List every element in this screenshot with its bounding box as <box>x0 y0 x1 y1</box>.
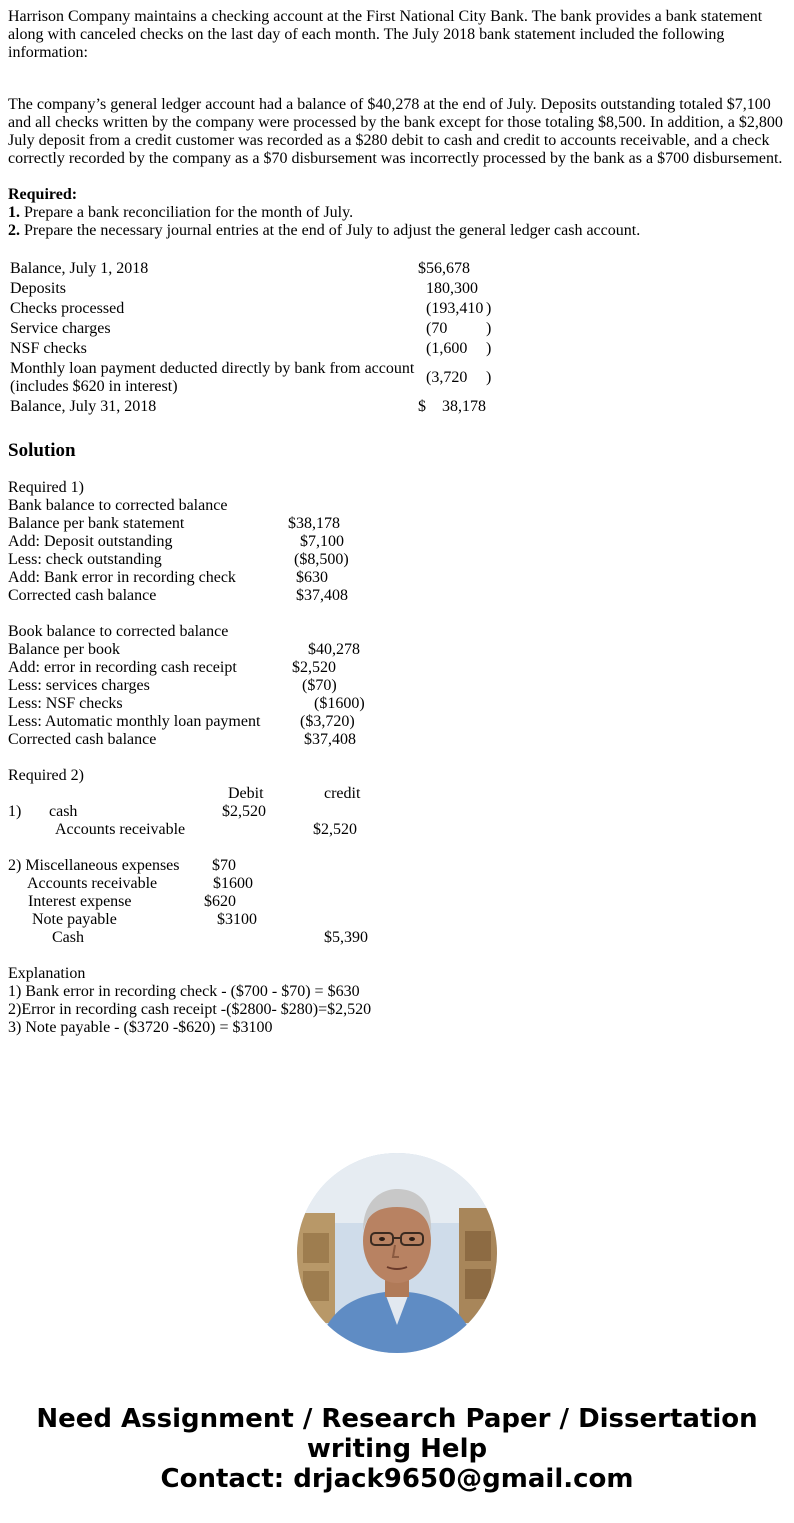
problem-intro: Harrison Company maintains a checking account at the First National City Bank. The bank provides a bank statement along with canceled checks on the last day of each month. The July 2018 bank statement included the following information: <box>8 8 763 61</box>
statement-row-paren: ) <box>486 300 492 317</box>
promo-contact-line: Contact: drjack9650@gmail.com <box>160 1464 634 1494</box>
bank-row-label: Add: Deposit outstanding <box>8 533 173 550</box>
statement-row-label: Balance, July 1, 2018 <box>10 260 149 277</box>
book-reconciliation-heading: Book balance to corrected balance <box>8 623 229 640</box>
journal-debit-header: Debit <box>228 785 264 802</box>
bank-row-label: Balance per bank statement <box>8 515 185 532</box>
statement-row-paren: ) <box>486 340 492 357</box>
journal-credit-header: credit <box>324 785 361 802</box>
book-row-label: Less: NSF checks <box>8 695 123 712</box>
statement-row-paren: ) <box>486 320 492 337</box>
explanation-item: 2)Error in recording cash receipt -($2800- $280)=$2,520 <box>8 1001 372 1018</box>
solution-heading: Solution <box>8 440 76 461</box>
requirement-2 <box>8 222 640 240</box>
statement-row-label: Monthly loan payment deducted directly by bank from account <box>10 360 415 377</box>
statement-row-paren: ) <box>486 369 492 386</box>
statement-row-dollar: $ <box>418 398 426 415</box>
book-row-value: $40,278 <box>308 641 360 658</box>
statement-row-value: (3,720 <box>426 369 468 386</box>
statement-row-label: Checks processed <box>10 300 125 317</box>
book-row-label: Add: error in recording cash receipt <box>8 659 237 676</box>
bank-row-value: ($8,500) <box>294 551 349 568</box>
bank-row-value: $37,408 <box>296 587 348 604</box>
promo-line-1: Need Assignment / Research Paper / Dissertation <box>36 1404 758 1434</box>
requirement-2-number: 2. <box>8 222 20 239</box>
book-row-value: ($70) <box>302 677 337 694</box>
journal-entry-1-debit-account: cash <box>49 803 78 820</box>
journal-entry-1-debit-value: $2,520 <box>222 803 266 820</box>
requirement-1 <box>8 204 353 222</box>
requirement-1-text: Prepare a bank reconciliation for the month of July. <box>20 204 354 221</box>
journal-entry-2-value: $3100 <box>217 911 257 928</box>
journal-entry-2-account: Interest expense <box>28 893 132 910</box>
required-2-label: Required 2) <box>8 767 84 784</box>
promo-line-2: writing Help <box>306 1434 488 1464</box>
requirement-2-text: Prepare the necessary journal entries at the end of July to adjust the general ledger cash account. <box>20 222 641 239</box>
journal-entry-2-value: $70 <box>212 857 236 874</box>
statement-row-value: 56,678 <box>426 260 470 277</box>
book-row-label: Corrected cash balance <box>8 731 157 748</box>
journal-entry-2-value: $5,390 <box>324 929 368 946</box>
bank-row-label: Corrected cash balance <box>8 587 157 604</box>
statement-row-value: (70 <box>426 320 448 337</box>
statement-row-value: 180,300 <box>426 280 478 297</box>
book-row-label: Less: services charges <box>8 677 150 694</box>
bank-row-value: $7,100 <box>300 533 344 550</box>
bank-row-label: Add: Bank error in recording check <box>8 569 236 586</box>
journal-entry-2-account: Cash <box>52 929 84 946</box>
statement-row-value: (193,410 <box>426 300 484 317</box>
book-row-value: $2,520 <box>292 659 336 676</box>
book-row-value: $37,408 <box>304 731 356 748</box>
required-1-label: Required 1) <box>8 479 84 496</box>
journal-entry-2-account: 2) Miscellaneous expenses <box>8 857 180 874</box>
explanation-item: 1) Bank error in recording check - ($700 - $70) = $630 <box>8 983 360 1000</box>
book-row-label: Less: Automatic monthly loan payment <box>8 713 261 730</box>
journal-entry-2-account: Accounts receivable <box>27 875 158 892</box>
statement-row-dollar: $ <box>418 260 426 277</box>
statement-row-value: (1,600 <box>426 340 468 357</box>
requirement-1-number: 1. <box>8 204 20 221</box>
author-portrait-illustration <box>297 1153 497 1353</box>
book-row-value: ($1600) <box>314 695 365 712</box>
statement-row-label: NSF checks <box>10 340 87 357</box>
statement-row-value: 38,178 <box>434 398 486 415</box>
statement-row-label-continued: (includes $620 in interest) <box>10 378 178 395</box>
explanation-item: 3) Note payable - ($3720 -$620) = $3100 <box>8 1019 273 1036</box>
statement-row-label: Balance, July 31, 2018 <box>10 398 157 415</box>
bank-row-value: $38,178 <box>288 515 340 532</box>
statement-row-label: Deposits <box>10 280 66 297</box>
explanation-heading: Explanation <box>8 965 86 982</box>
journal-entry-1-number: 1) <box>8 803 22 820</box>
book-row-label: Balance per book <box>8 641 120 658</box>
problem-details: The company’s general ledger account had a balance of $40,278 at the end of July. Deposits outstanding totaled $7,100 and all checks written by the company were processed by the bank except for those totaling $8,500. In addition, a $2,800 July deposit from a credit customer was recorded as a $280 debit to cash and credit to accounts receivable, and a check correctly recorded by the company as a $70 disbursement was incorrectly processed by the bank as a $700 disbursement. <box>8 96 783 167</box>
journal-entry-1-credit-account: Accounts receivable <box>55 821 186 838</box>
required-heading: Required: <box>8 186 78 203</box>
bank-reconciliation-heading: Bank balance to corrected balance <box>8 497 228 514</box>
promo-banner <box>0 1404 794 1494</box>
journal-entry-2-value: $1600 <box>213 875 253 892</box>
author-photo <box>297 1153 497 1353</box>
book-row-value: ($3,720) <box>300 713 355 730</box>
journal-entry-2-value: $620 <box>204 893 236 910</box>
bank-row-value: $630 <box>296 569 328 586</box>
bank-row-label: Less: check outstanding <box>8 551 162 568</box>
journal-entry-2-account: Note payable <box>32 911 117 928</box>
statement-row-label: Service charges <box>10 320 111 337</box>
journal-entry-1-credit-value: $2,520 <box>313 821 357 838</box>
